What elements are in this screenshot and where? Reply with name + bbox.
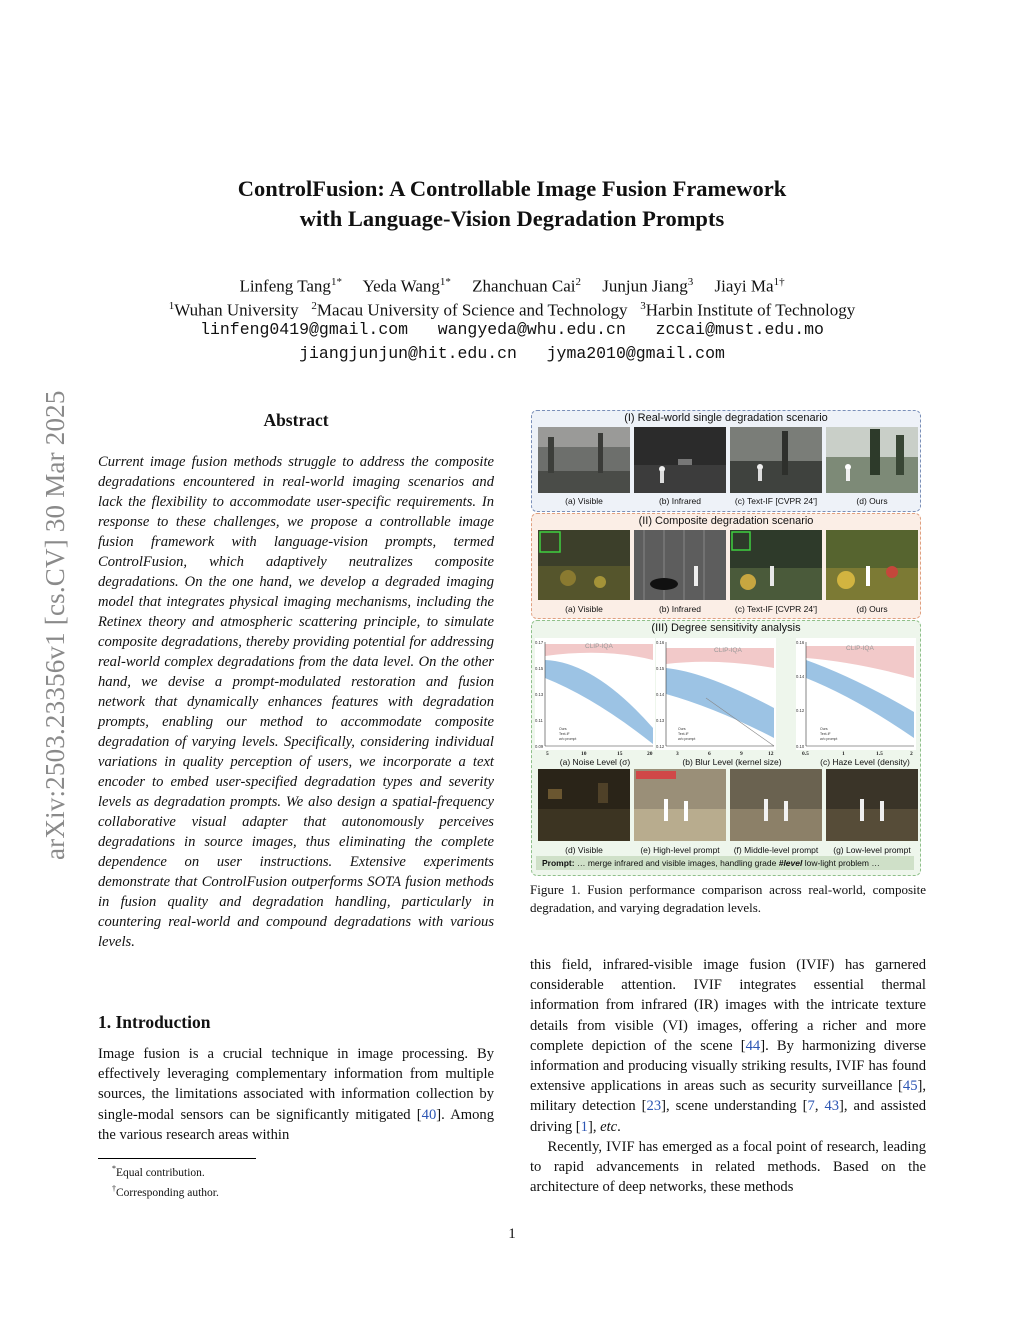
- x-tick: 6: [708, 751, 711, 757]
- author: Junjun Jiang: [602, 276, 688, 296]
- noise-level-chart: [535, 638, 655, 757]
- y-tick: 0.11: [535, 718, 543, 723]
- citation-link[interactable]: 40: [421, 1106, 437, 1123]
- image-label: (b) Infrared: [658, 604, 702, 614]
- text: ], and assisted driving [: [530, 1098, 926, 1135]
- affiliation: Harbin Institute of Technology: [645, 300, 856, 320]
- text-if-image: [730, 530, 822, 600]
- legend-item: Text-IF: [559, 732, 570, 736]
- citation-link[interactable]: 23: [646, 1098, 662, 1115]
- text: .: [617, 1118, 621, 1135]
- y-tick: 0.12: [796, 708, 805, 713]
- infrared-image: [634, 427, 726, 493]
- figure-caption: Figure 1. Fusion performance comparison across real-world, composite degradation, and varying degradation levels.: [530, 882, 926, 915]
- chart-title: CLIP-IQA: [846, 645, 874, 652]
- blur-level-chart: [656, 638, 776, 757]
- text: etc: [600, 1118, 618, 1135]
- affiliation-mark: 2: [311, 300, 317, 312]
- y-tick: 0.13: [656, 718, 665, 723]
- paragraph: Recently, IVIF has emerged as a focal point of research, leading to rapid advancements in related methods. Based on the architecture of deep networks, these methods: [530, 1138, 926, 1196]
- ours-image: [826, 530, 918, 600]
- y-tick: 0.15: [656, 666, 665, 671]
- x-tick: 2: [910, 751, 913, 757]
- author-mark: 2: [575, 276, 582, 288]
- panel-title: (I) Real-world single degradation scenario: [624, 412, 828, 424]
- visible-image: [538, 530, 630, 600]
- arxiv-identifier: arXiv:2503.23356v1 [cs.CV] 30 Mar 2025: [40, 390, 70, 860]
- image-label: (d) Ours: [856, 496, 888, 506]
- panel-title: (III) Degree sensitivity analysis: [651, 622, 801, 634]
- page-number: 1: [508, 1226, 516, 1242]
- affiliation-mark: 3: [640, 300, 646, 312]
- paper-title: [0, 174, 1024, 234]
- footnote-text: Corresponding author.: [116, 1186, 219, 1199]
- legend-item: Text-IF: [678, 732, 689, 736]
- high-level-prompt-image: [634, 769, 726, 841]
- image-label: (f) Middle-level prompt: [733, 845, 819, 855]
- citation-link[interactable]: 1: [580, 1118, 588, 1135]
- legend-item: w/o prompt: [678, 737, 696, 741]
- abstract-body: Current image fusion methods struggle to address the composite degradations encountered in real-world imaging scenarios and lack the flexibility to accommodate user-specific requirements. In response to these challenges, we propose a controllable image fusion framework with language-vision prompts, termed ControlFusion, which adaptively neutralizes composite degradations. On the one hand, we develop a degraded imaging model that integrates physical imaging mechanisms, including the Retinex theory and atmospheric scattering principle, to simulate composite degradations, thereby providing potential for addressing real-world complex degradations from the data level. On the other hand, we devise a prompt-modulated restoration and fusion network that dynamically enhances features with degradation prompts, enabling our method to accommodate composite degradation of varying levels. Specifically, considering individual variations in quality perception of users, we incorporate a text encoder to embed user-specified degradation types and severity levels as degradation prompts. We also design a spatial-frequency collaborative visual adapter that autonomously perceives degradations in source images, thus eliminating the complete dependence on user instructions. Extensive experiments demonstrate that ControlFusion outperforms SOTA fusion methods in fusion quality and degradation handling, particularly in countering real-world and compound degradations with various levels.: [98, 454, 494, 950]
- title-line-2: with Language-Vision Degradation Prompts: [299, 206, 725, 231]
- infrared-image: [634, 530, 726, 600]
- prompt-text: … merge infrared and visible images, handling grade: [574, 858, 779, 868]
- y-tick: 0.15: [535, 666, 544, 671]
- image-label: (a) Visible: [565, 604, 603, 614]
- chart-title: CLIP-IQA: [585, 643, 613, 650]
- author: Zhanchuan Cai: [472, 276, 576, 296]
- paragraph: [530, 955, 926, 1137]
- chart-label: (a) Noise Level (σ): [559, 757, 631, 767]
- chart-title: CLIP-IQA: [714, 647, 742, 654]
- legend-item: Ours: [678, 727, 686, 731]
- y-tick: 0.14: [656, 692, 665, 697]
- prompt-label: Prompt:: [542, 858, 575, 868]
- image-label: (c) Text-IF [CVPR 24']: [734, 496, 818, 506]
- text-if-image: [730, 427, 822, 493]
- right-column-body: [530, 955, 926, 1197]
- intro-heading: 1. Introduction: [98, 1012, 211, 1032]
- y-tick: 0.14: [796, 674, 805, 679]
- image-label: (c) Text-IF [CVPR 24']: [734, 604, 818, 614]
- visible-image: [538, 427, 630, 493]
- x-tick: 5: [546, 751, 549, 757]
- abstract-heading: Abstract: [263, 410, 329, 430]
- prompt-text: low-light problem …: [802, 858, 880, 868]
- title-line-1: ControlFusion: A Controllable Image Fusion Framework: [237, 176, 787, 201]
- image-label: (e) High-level prompt: [640, 845, 720, 855]
- citation-link[interactable]: 43: [824, 1098, 840, 1115]
- y-tick: 0.12: [656, 744, 665, 749]
- text: this field, infrared-visible image fusion (IVIF) has garnered considerable attention. IVIF integrates essential thermal information from infrared (IR) images with the intricate texture details from visible (VI) images, offering a richer and more complete depiction of the scene [: [530, 957, 926, 1054]
- author: Yeda Wang: [362, 276, 440, 296]
- footnote: [112, 1181, 219, 1201]
- email-line-2: jiangjunjun@hit.edu.cn jyma2010@gmail.com: [299, 344, 725, 363]
- x-tick: 1: [842, 751, 845, 757]
- intro-body: [98, 1044, 494, 1145]
- x-tick: 15: [617, 751, 623, 757]
- affiliation: Macau University of Science and Technology: [316, 300, 628, 320]
- author-mark: 1*: [330, 276, 342, 288]
- haze-level-chart: [796, 638, 916, 757]
- email-line-1: linfeng0419@gmail.com wangyeda@whu.edu.cn zccai@must.edu.mo: [200, 320, 824, 339]
- panel-title: (II) Composite degradation scenario: [638, 515, 814, 527]
- footnote: [112, 1161, 219, 1181]
- x-tick: 1.5: [876, 751, 883, 757]
- footnote-rule: [98, 1158, 256, 1159]
- x-tick: 3: [676, 751, 679, 757]
- text: ], military detection [: [530, 1078, 926, 1115]
- citation-link[interactable]: 7: [807, 1098, 815, 1115]
- image-label: (d) Ours: [856, 604, 888, 614]
- y-tick: 0.16: [656, 640, 665, 645]
- middle-level-prompt-image: [730, 769, 822, 841]
- low-level-prompt-image: [826, 769, 918, 841]
- legend-item: Ours: [559, 727, 567, 731]
- y-tick: 0.13: [535, 692, 544, 697]
- x-tick: 12: [768, 751, 774, 757]
- visible-image: [538, 769, 630, 841]
- affiliation: Wuhan University: [174, 300, 299, 320]
- y-tick: 0.16: [796, 640, 805, 645]
- author-mark: 3: [687, 276, 694, 288]
- author-mark: 1*: [439, 276, 451, 288]
- chart-label: (c) Haze Level (density): [820, 757, 910, 767]
- text: ]. By harmonizing diverse information and producing visually striking results, IVIF has found extensive applications in areas such as security surveillance [: [530, 1037, 926, 1095]
- affiliation-mark: 1: [168, 300, 175, 312]
- image-label: (g) Low-level prompt: [833, 845, 911, 855]
- image-label: (b) Infrared: [658, 496, 702, 506]
- y-tick: 0.10: [796, 744, 805, 749]
- prompt-bar: [536, 856, 914, 870]
- author-mark: 1†: [773, 276, 785, 288]
- image-label: (d) Visible: [565, 845, 603, 855]
- citation-link[interactable]: 45: [902, 1078, 918, 1095]
- ours-image: [826, 427, 918, 493]
- text: ],: [587, 1118, 601, 1135]
- legend-item: Ours: [820, 727, 828, 731]
- footnotes: [112, 1161, 219, 1201]
- image-label: (a) Visible: [565, 496, 603, 506]
- citation-link[interactable]: 44: [745, 1037, 761, 1054]
- x-tick: 0.5: [802, 751, 809, 757]
- y-tick: 0.09: [535, 744, 544, 749]
- y-tick: 0.17: [535, 640, 544, 645]
- x-tick: 20: [647, 751, 653, 757]
- footnote-text: Equal contribution.: [116, 1166, 205, 1179]
- text: ,: [814, 1098, 825, 1115]
- author: Linfeng Tang: [239, 276, 331, 296]
- text: ], scene understanding [: [661, 1098, 808, 1115]
- intro-text: Image fusion is a crucial technique in image processing. By effectively leveraging complementary information from multiple sources, the limitations associated with information collection by single-modal sensors can be significantly mitigated [: [98, 1046, 494, 1123]
- x-tick: 9: [740, 751, 743, 757]
- legend-item: w/o prompt: [559, 737, 577, 741]
- footnote-mark: *: [112, 1164, 116, 1173]
- x-tick: 10: [581, 751, 587, 757]
- legend-item: Text-IF: [820, 732, 831, 736]
- intro-text: ]. Among the various research areas within: [98, 1106, 495, 1143]
- footnote-mark: †: [112, 1183, 116, 1193]
- legend-item: w/o prompt: [820, 737, 838, 741]
- author: Jiayi Ma: [714, 276, 774, 296]
- chart-label: (b) Blur Level (kernel size): [682, 757, 782, 767]
- prompt-level: #level: [778, 858, 803, 868]
